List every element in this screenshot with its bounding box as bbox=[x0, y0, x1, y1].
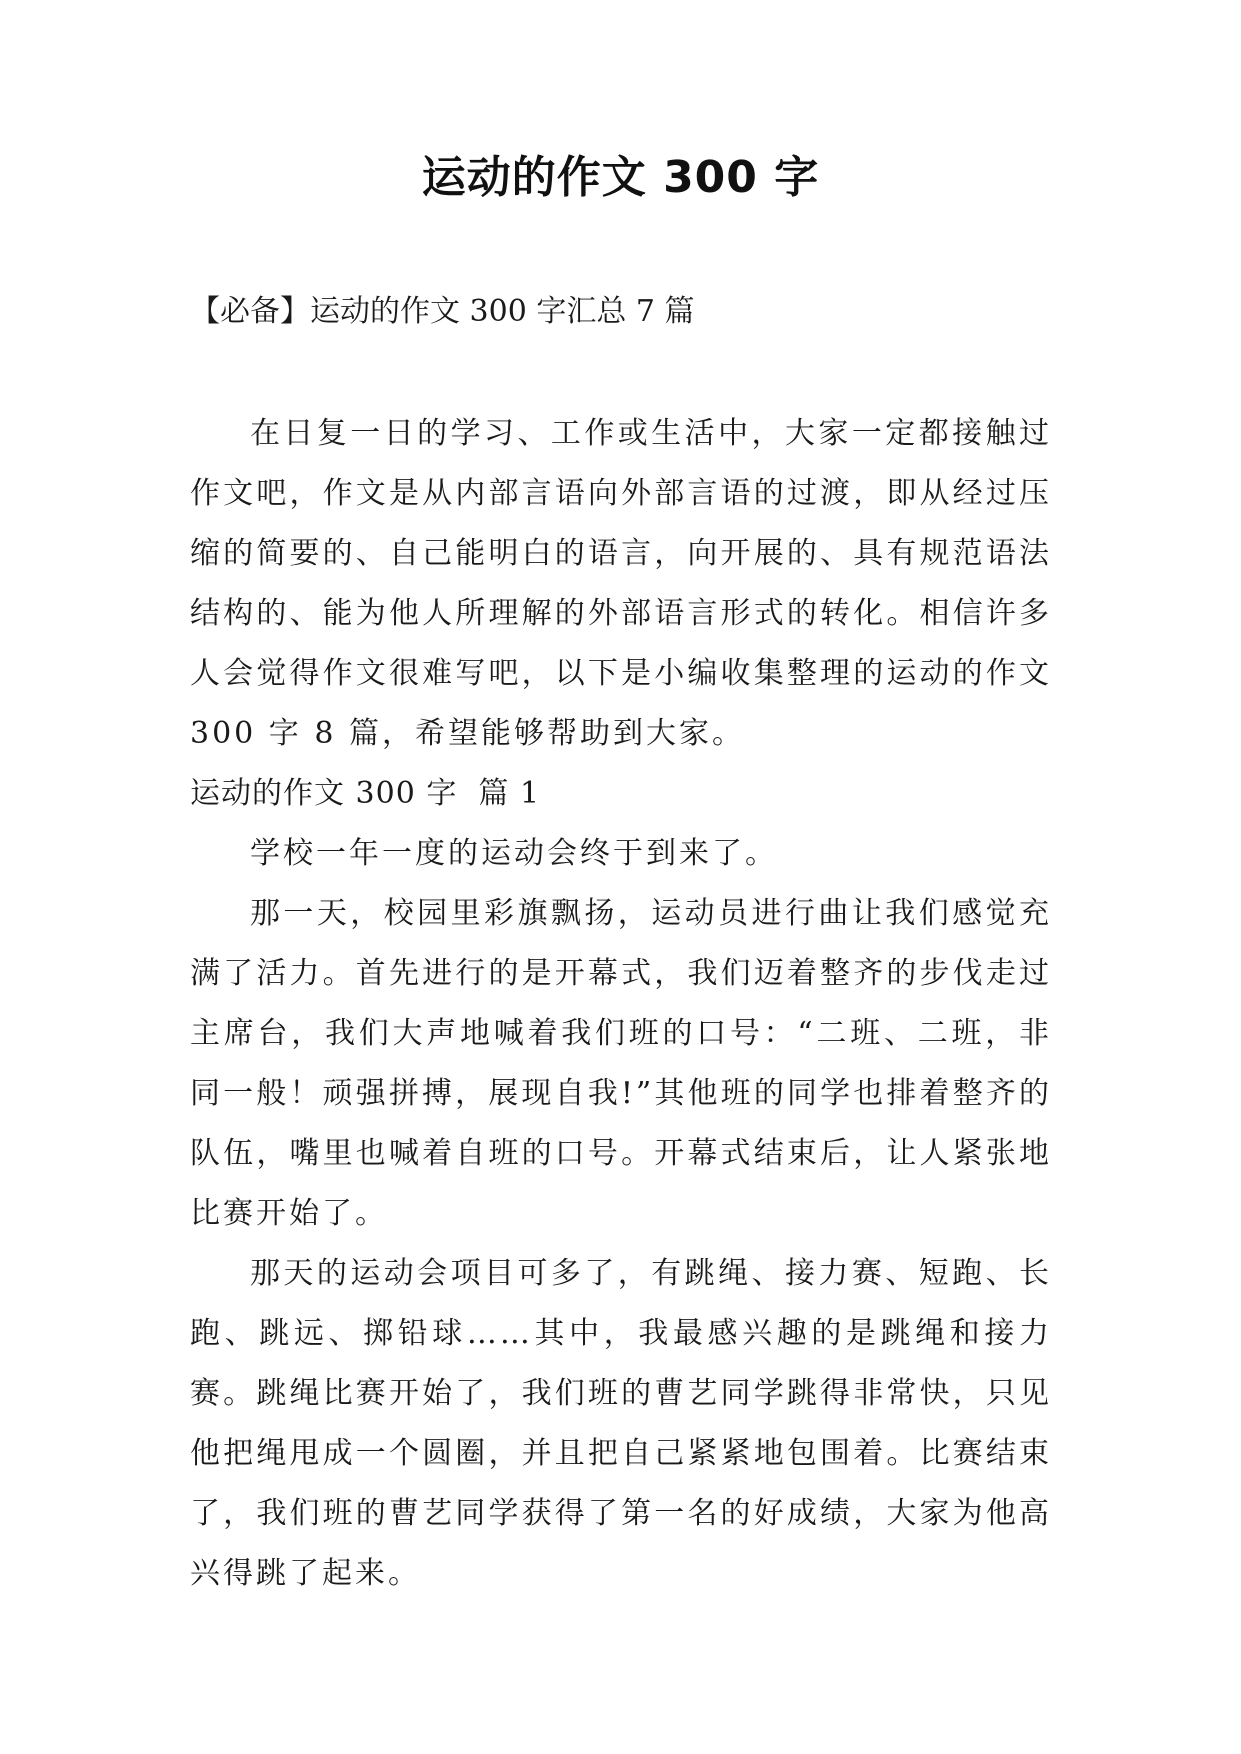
document-title: 运动的作文 300 字 bbox=[421, 152, 820, 203]
document-body bbox=[190, 404, 1052, 1604]
document-subtitle: 【必备】运动的作文 300 字汇总 7 篇 bbox=[190, 294, 695, 329]
body-paragraph: 学校一年一度的运动会终于到来了。 bbox=[250, 836, 778, 871]
body-paragraph: 那一天，校园里彩旗飘扬，运动员进行曲让我们感觉充满了活力。首先进行的是开幕式，我们迈着整齐的步伐走过主席台，我们大声地喊着我们班的口号：“二班、二班，非同一般！顽强拼搏，展现自我!”其他班的同学也排着整齐的队伍，嘴里也喊着自班的口号。开幕式结束后，让人紧张地比赛开始了。 bbox=[190, 896, 1052, 1231]
section-heading: 运动的作文 300 字 篇 1 bbox=[190, 776, 541, 811]
body-paragraph: 那天的运动会项目可多了，有跳绳、接力赛、短跑、长跑、跳远、掷铅球……其中，我最感兴趣的是跳绳和接力赛。跳绳比赛开始了，我们班的曹艺同学跳得非常快，只见他把绳甩成一个圆圈，并且把自己紧紧地包围着。比赛结束了，我们班的曹艺同学获得了第一名的好成绩，大家为他高兴得跳了起来。 bbox=[190, 1256, 1052, 1591]
intro-paragraph: 在日复一日的学习、工作或生活中，大家一定都接触过作文吧，作文是从内部言语向外部言语的过渡，即从经过压缩的简要的、自己能明白的语言，向开展的、具有规范语法结构的、能为他人所理解的外部语言形式的转化。相信许多人会觉得作文很难写吧，以下是小编收集整理的运动的作文 300 字 8 篇，希望能够帮助到大家。 bbox=[190, 416, 1052, 751]
